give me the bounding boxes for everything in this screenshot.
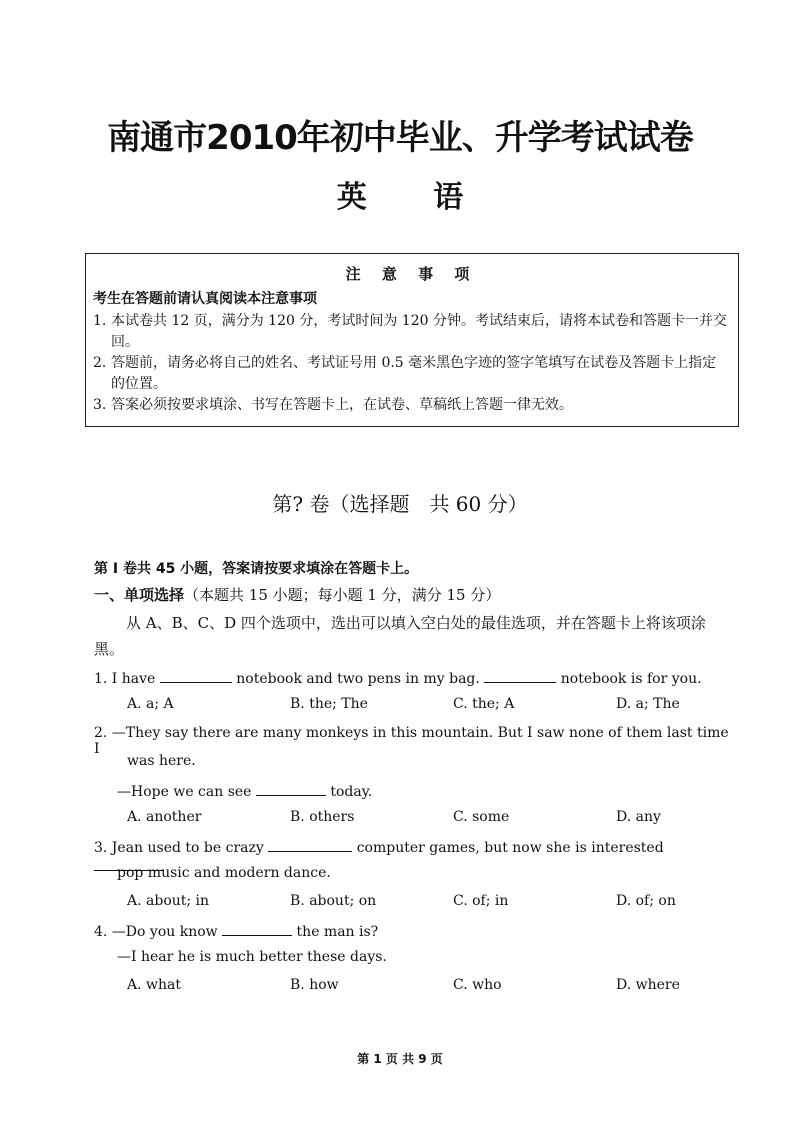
option-c: C. who xyxy=(453,977,502,993)
section-instruction: 从 A、B、C、D 四个选项中，选出可以填入空白处的最佳选项，并在答题卡上将该项涂黑。 xyxy=(94,614,706,658)
question-text: computer games, but now she is interested xyxy=(356,840,664,856)
notice-title: 注 意 事 项 xyxy=(345,265,478,283)
section-note: 第 I 卷共 45 小题，答案请按要求填涂在答题卡上。 xyxy=(94,561,419,577)
question-2-line-2: was here. xyxy=(127,753,196,769)
option-c: C. the; A xyxy=(453,696,515,712)
notice-item-number: 2. xyxy=(93,355,107,371)
answer-blank xyxy=(268,837,352,852)
option-d: D. where xyxy=(616,977,680,993)
section-heading xyxy=(94,584,500,605)
question-3-line-2: pop music and modern dance. xyxy=(117,865,331,881)
part-title: 第? 卷（选择题 共 60 分） xyxy=(272,492,528,516)
notice-item xyxy=(93,311,730,353)
option-c: C. of; in xyxy=(453,893,509,909)
notice-item-text: 答案必须按要求填涂、书写在答题卡上，在试卷、草稿纸上答题一律无效。 xyxy=(111,397,573,413)
question-text: today. xyxy=(330,784,373,800)
section-label: 一、单项选择 xyxy=(94,586,185,604)
answer-blank xyxy=(256,781,326,796)
section-detail: （本题共 15 小题；每小题 1 分，满分 15 分） xyxy=(184,586,501,604)
exam-title: 南通市2010年初中毕业、升学考试试卷 xyxy=(107,118,693,158)
notice-item-text: 本试卷共 12 页，满分为 120 分，考试时间为 120 分钟。考试结束后，请将本试卷和答题卡一并交回。 xyxy=(111,313,727,350)
notice-item xyxy=(93,353,730,395)
question-2-line-1: 2. —They say there are many monkeys in this mountain. But I saw none of them last time I xyxy=(94,725,729,757)
option-a: A. another xyxy=(127,809,202,825)
option-c: C. some xyxy=(453,809,510,825)
answer-blank xyxy=(484,668,556,683)
option-d: D. of; on xyxy=(616,893,676,909)
option-b: B. others xyxy=(290,809,355,825)
question-text: 3. Jean used to be crazy xyxy=(94,840,264,856)
answer-blank xyxy=(160,668,232,683)
option-b: B. about; on xyxy=(290,893,377,909)
question-text: notebook and two pens in my bag. xyxy=(236,671,480,687)
option-a: A. what xyxy=(127,977,181,993)
question-text: —Hope we can see xyxy=(117,784,252,800)
page-footer: 第 1 页 共 9 页 xyxy=(357,1052,443,1066)
option-d: D. a; The xyxy=(616,696,680,712)
option-b: B. the; The xyxy=(290,696,368,712)
notice-item-number: 3. xyxy=(93,397,107,413)
question-1 xyxy=(94,668,734,687)
notice-item-text: 答题前，请务必将自己的姓名、考试证号用 0.5 毫米黑色字迹的签字笔填写在试卷及答题卡上指定的位置。 xyxy=(111,355,717,392)
question-text: 1. I have xyxy=(94,671,156,687)
notice-subtitle: 考生在答题前请认真阅读本注意事项 xyxy=(93,291,317,307)
question-2-line-3 xyxy=(117,781,757,800)
question-4-line-1 xyxy=(94,921,734,940)
question-text: the man is? xyxy=(296,924,379,940)
option-d: D. any xyxy=(616,809,661,825)
option-b: B. how xyxy=(290,977,339,993)
notice-item xyxy=(93,395,730,416)
question-text: 4. —Do you know xyxy=(94,924,218,940)
answer-blank xyxy=(222,921,292,936)
question-text: notebook is for you. xyxy=(560,671,702,687)
notice-item-number: 1. xyxy=(93,313,107,329)
notice-box xyxy=(85,253,739,427)
option-a: A. a; A xyxy=(127,696,174,712)
option-a: A. about; in xyxy=(127,893,210,909)
question-4-line-2: —I hear he is much better these days. xyxy=(117,949,387,965)
subject-title: 英 语 xyxy=(336,180,492,215)
